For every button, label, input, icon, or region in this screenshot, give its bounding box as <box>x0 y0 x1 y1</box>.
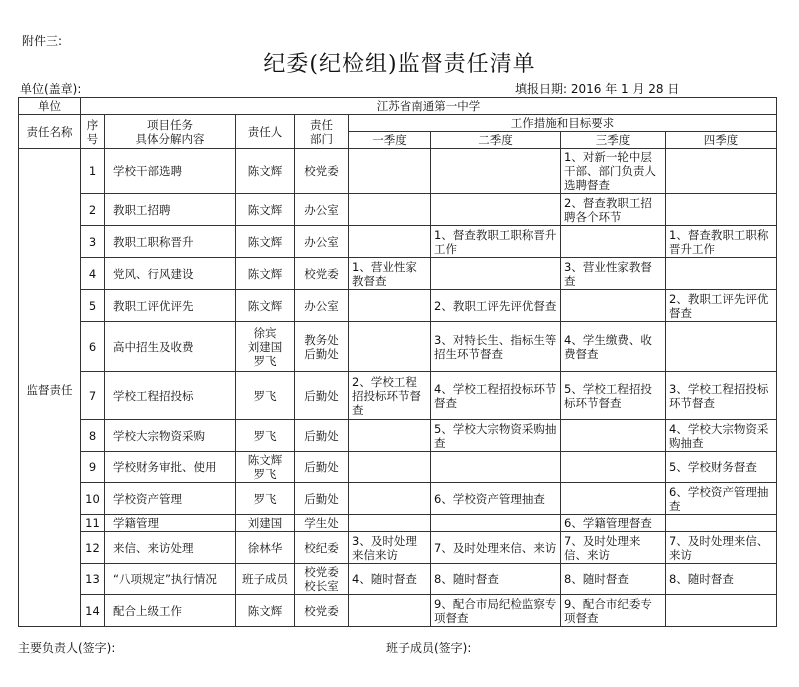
table-row <box>19 226 777 258</box>
row-q1 <box>349 322 431 372</box>
row-task: 来信、来访处理 <box>105 532 236 564</box>
row-person: 刘建国 <box>236 515 295 532</box>
row-q3: 4、学生缴费、收费督查 <box>561 322 666 372</box>
fill-date: 填报日期: 2016 年 1 月 28 日 <box>515 82 680 96</box>
main-person-signature: 主要负责人(签字): <box>18 641 116 655</box>
row-q2 <box>431 194 561 226</box>
row-task: 教职工评优评先 <box>105 290 236 322</box>
row-task: 教职工职称晋升 <box>105 226 236 258</box>
row-seq: 14 <box>81 595 105 627</box>
row-q3 <box>561 483 666 515</box>
row-q1: 3、及时处理来信来访 <box>349 532 431 564</box>
row-q1 <box>349 420 431 452</box>
page-title: 纪委(纪检组)监督责任清单 <box>263 52 536 77</box>
row-task: 学校工程招投标 <box>105 372 236 420</box>
row-task: 学校财务审批、使用 <box>105 452 236 483</box>
row-person: 罗飞 <box>236 420 295 452</box>
row-q4 <box>666 149 777 194</box>
row-q4: 4、学校大宗物资采购抽查 <box>666 420 777 452</box>
row-dept: 后勤处 <box>295 452 349 483</box>
row-q2 <box>431 452 561 483</box>
row-dept: 办公室 <box>295 194 349 226</box>
row-dept: 教务处 后勤处 <box>295 322 349 372</box>
row-seq: 7 <box>81 372 105 420</box>
row-seq: 13 <box>81 564 105 595</box>
row-dept: 办公室 <box>295 226 349 258</box>
header-seq: 序号 <box>81 115 105 149</box>
row-person: 陈文辉 <box>236 149 295 194</box>
row-q3: 9、配合市纪委专项督查 <box>561 595 666 627</box>
row-person: 陈文辉 <box>236 290 295 322</box>
row-person: 罗飞 <box>236 483 295 515</box>
unit-header: 单位 <box>19 98 81 115</box>
row-q3: 7、及时处理来信、来访 <box>561 532 666 564</box>
row-task: 教职工招聘 <box>105 194 236 226</box>
row-q1 <box>349 483 431 515</box>
row-task: 配合上级工作 <box>105 595 236 627</box>
table-row <box>19 452 777 483</box>
row-q4: 3、学校工程招投标环节督查 <box>666 372 777 420</box>
table-row <box>19 532 777 564</box>
row-person: 陈文辉 罗飞 <box>236 452 295 483</box>
row-q2: 2、教职工评先评优督查 <box>431 290 561 322</box>
unit-value: 江苏省南通第一中学 <box>81 98 777 115</box>
row-q3: 1、对新一轮中层干部、部门负责人选聘督查 <box>561 149 666 194</box>
row-person: 陈文辉 <box>236 258 295 290</box>
row-dept: 校党委 校长室 <box>295 564 349 595</box>
row-q2: 8、随时督查 <box>431 564 561 595</box>
row-q2 <box>431 515 561 532</box>
row-task: 高中招生及收费 <box>105 322 236 372</box>
table-row <box>19 258 777 290</box>
row-q3 <box>561 452 666 483</box>
header-q3: 三季度 <box>561 132 666 149</box>
row-q4 <box>666 515 777 532</box>
row-person: 徐林华 <box>236 532 295 564</box>
category-cell: 监督责任 <box>19 149 81 627</box>
row-q4 <box>666 322 777 372</box>
row-person: 陈文辉 <box>236 194 295 226</box>
row-seq: 4 <box>81 258 105 290</box>
row-seq: 9 <box>81 452 105 483</box>
table-row <box>19 194 777 226</box>
row-task: 党风、行风建设 <box>105 258 236 290</box>
table-row <box>19 290 777 322</box>
row-q2: 9、配合市局纪检监察专项督查 <box>431 595 561 627</box>
row-dept: 后勤处 <box>295 372 349 420</box>
table-row <box>19 149 777 194</box>
row-person: 班子成员 <box>236 564 295 595</box>
table-row <box>19 420 777 452</box>
row-seq: 11 <box>81 515 105 532</box>
row-q2: 7、及时处理来信、来访 <box>431 532 561 564</box>
row-q4 <box>666 258 777 290</box>
row-q1 <box>349 290 431 322</box>
row-dept: 后勤处 <box>295 483 349 515</box>
row-person: 罗飞 <box>236 372 295 420</box>
row-q4: 7、及时处理来信、来访 <box>666 532 777 564</box>
row-q3 <box>561 290 666 322</box>
row-q2: 1、督查教职工职称晋升工作 <box>431 226 561 258</box>
row-q4: 6、学校资产管理抽查 <box>666 483 777 515</box>
header-person: 责任人 <box>236 115 295 149</box>
team-members-signature: 班子成员(签字): <box>386 641 472 655</box>
row-q4 <box>666 595 777 627</box>
row-seq: 5 <box>81 290 105 322</box>
header-measures: 工作措施和目标要求 <box>349 115 777 132</box>
row-q2: 6、学校资产管理抽查 <box>431 483 561 515</box>
header-dept: 责任 部门 <box>295 115 349 149</box>
row-q1: 4、随时督查 <box>349 564 431 595</box>
row-seq: 8 <box>81 420 105 452</box>
row-q1 <box>349 226 431 258</box>
row-q4: 2、教职工评先评优督查 <box>666 290 777 322</box>
row-q1 <box>349 194 431 226</box>
row-q3: 5、学校工程招投标环节督查 <box>561 372 666 420</box>
row-q1: 2、学校工程招投标环节督查 <box>349 372 431 420</box>
row-q2: 3、对特长生、指标生等招生环节督查 <box>431 322 561 372</box>
row-seq: 1 <box>81 149 105 194</box>
header-q4: 四季度 <box>666 132 777 149</box>
row-q3: 6、学籍管理督查 <box>561 515 666 532</box>
row-dept: 办公室 <box>295 290 349 322</box>
unit-seal-label: 单位(盖章): <box>20 82 82 96</box>
row-seq: 6 <box>81 322 105 372</box>
table-row <box>19 564 777 595</box>
row-dept: 校党委 <box>295 258 349 290</box>
row-q1 <box>349 149 431 194</box>
row-task: 学籍管理 <box>105 515 236 532</box>
row-dept: 校纪委 <box>295 532 349 564</box>
row-task: 学校资产管理 <box>105 483 236 515</box>
row-seq: 10 <box>81 483 105 515</box>
row-q3: 3、营业性家教督查 <box>561 258 666 290</box>
row-q2 <box>431 258 561 290</box>
row-dept: 校党委 <box>295 149 349 194</box>
table-row <box>19 322 777 372</box>
row-q3: 2、督查教职工招聘各个环节 <box>561 194 666 226</box>
row-q3: 8、随时督查 <box>561 564 666 595</box>
row-q2 <box>431 149 561 194</box>
row-q1 <box>349 515 431 532</box>
row-task: “八项规定”执行情况 <box>105 564 236 595</box>
table-row <box>19 595 777 627</box>
row-q4: 1、督查教职工职称晋升工作 <box>666 226 777 258</box>
table-row <box>19 372 777 420</box>
table-row <box>19 483 777 515</box>
row-seq: 2 <box>81 194 105 226</box>
row-q1 <box>349 452 431 483</box>
row-q4 <box>666 194 777 226</box>
header-q1: 一季度 <box>349 132 431 149</box>
row-person: 陈文辉 <box>236 595 295 627</box>
row-q2: 4、学校工程招投标环节督查 <box>431 372 561 420</box>
table-row <box>19 515 777 532</box>
row-q4: 5、学校财务督查 <box>666 452 777 483</box>
annex-label: 附件三: <box>22 34 63 48</box>
header-task: 项目任务 具体分解内容 <box>105 115 236 149</box>
row-q2: 5、学校大宗物资采购抽查 <box>431 420 561 452</box>
row-dept: 校党委 <box>295 595 349 627</box>
row-q3 <box>561 226 666 258</box>
row-dept: 后勤处 <box>295 420 349 452</box>
row-person: 徐宾 刘建国 罗飞 <box>236 322 295 372</box>
row-q3 <box>561 420 666 452</box>
row-person: 陈文辉 <box>236 226 295 258</box>
row-q4: 8、随时督查 <box>666 564 777 595</box>
row-dept: 学生处 <box>295 515 349 532</box>
row-task: 学校干部选聘 <box>105 149 236 194</box>
responsibility-table <box>18 97 777 627</box>
row-q1: 1、营业性家教督查 <box>349 258 431 290</box>
row-seq: 3 <box>81 226 105 258</box>
header-responsibility-name: 责任名称 <box>19 115 81 149</box>
row-seq: 12 <box>81 532 105 564</box>
row-q1 <box>349 595 431 627</box>
header-q2: 二季度 <box>431 132 561 149</box>
row-task: 学校大宗物资采购 <box>105 420 236 452</box>
